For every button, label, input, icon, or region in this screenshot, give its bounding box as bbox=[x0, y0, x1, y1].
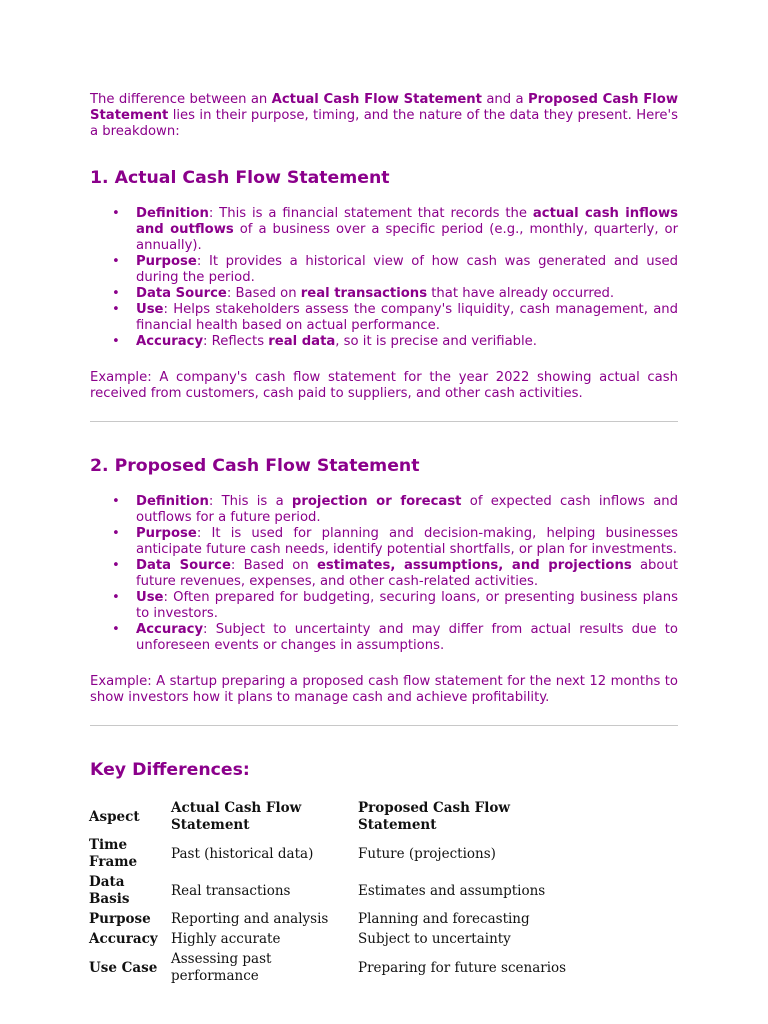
table-cell: Purpose bbox=[89, 911, 151, 927]
table-cell: Highly accurate bbox=[171, 931, 281, 947]
table-cell: Real transactions bbox=[171, 882, 291, 899]
column-header: Actual Cash Flow Statement bbox=[171, 800, 302, 833]
column-header: Proposed Cash Flow Statement bbox=[358, 800, 510, 833]
section1-list bbox=[90, 206, 678, 350]
list-item: • Accuracy: Reflects real data, so it is precise and verifiable. bbox=[136, 334, 678, 350]
section1-heading: 1. Actual Cash Flow Statement bbox=[90, 168, 390, 188]
section2-example: Example: A startup preparing a proposed cash flow statement for the next 12 months to show investors how it plans to manage cash and achieve profitability. bbox=[90, 674, 678, 705]
table-cell: Time Frame bbox=[89, 837, 138, 870]
list-item: • Accuracy: Subject to uncertainty and may differ from actual results due to unforeseen events or changes in assumptions. bbox=[136, 622, 678, 654]
divider bbox=[90, 725, 678, 726]
section2-list bbox=[90, 494, 678, 654]
section1-example: Example: A company's cash flow statement for the year 2022 showing actual cash received from customers, cash paid to suppliers, and other cash activities. bbox=[90, 370, 678, 401]
table-row bbox=[89, 873, 570, 910]
column-header: Aspect bbox=[89, 808, 140, 825]
list-item: • Use: Helps stakeholders assess the company's liquidity, cash management, and financial health based on actual performance. bbox=[136, 302, 678, 334]
table-cell: Subject to uncertainty bbox=[358, 931, 511, 947]
table-cell: Use Case bbox=[89, 959, 158, 976]
table-cell: Future (projections) bbox=[358, 845, 496, 862]
table-cell: Past (historical data) bbox=[171, 845, 314, 862]
table-cell: Reporting and analysis bbox=[171, 911, 329, 927]
divider bbox=[90, 421, 678, 422]
key-differences-table bbox=[89, 799, 570, 987]
intro-proposed-term: Proposed Cash Flow Statement bbox=[90, 92, 679, 123]
section2-heading: 2. Proposed Cash Flow Statement bbox=[90, 456, 420, 476]
list-item: • Data Source: Based on estimates, assumptions, and projections about future revenues, expenses, and other cash-related activities. bbox=[136, 558, 678, 590]
table-row bbox=[89, 836, 570, 873]
list-item: • Data Source: Based on real transactions that have already occurred. bbox=[136, 286, 678, 302]
table-row bbox=[89, 930, 570, 950]
list-item: • Definition: This is a projection or forecast of expected cash inflows and outflows for a future period. bbox=[136, 494, 678, 526]
list-item: • Definition: This is a financial statement that records the actual cash inflows and outflows of a business over a specific period (e.g., monthly, quarterly, or annually). bbox=[136, 206, 678, 254]
table-header-row bbox=[89, 799, 570, 836]
intro-actual-term: Actual Cash Flow Statement bbox=[271, 92, 482, 107]
table-cell: Data Basis bbox=[89, 874, 130, 907]
table-row bbox=[89, 910, 570, 930]
table-row bbox=[89, 950, 570, 987]
list-item: • Purpose: It provides a historical view of how cash was generated and used during the period. bbox=[136, 254, 678, 286]
table-cell: Planning and forecasting bbox=[358, 911, 530, 927]
list-item: • Purpose: It is used for planning and decision-making, helping businesses anticipate future cash needs, identify potential shortfalls, or plan for investments. bbox=[136, 526, 678, 558]
table-cell: Preparing for future scenarios bbox=[358, 959, 567, 976]
table-cell: Accuracy bbox=[89, 931, 158, 947]
table-cell: Assessing past performance bbox=[171, 951, 272, 984]
intro-paragraph: The difference between an Actual Cash Flow Statement and a Proposed Cash Flow Statement lies in their purpose, timing, and the nature of the data they present. Here's a breakdown: bbox=[90, 92, 679, 139]
list-item: • Use: Often prepared for budgeting, securing loans, or presenting business plans to investors. bbox=[136, 590, 678, 622]
document-page bbox=[90, 92, 678, 987]
key-differences-heading: Key Differences: bbox=[90, 760, 250, 780]
table-cell: Estimates and assumptions bbox=[358, 882, 546, 899]
